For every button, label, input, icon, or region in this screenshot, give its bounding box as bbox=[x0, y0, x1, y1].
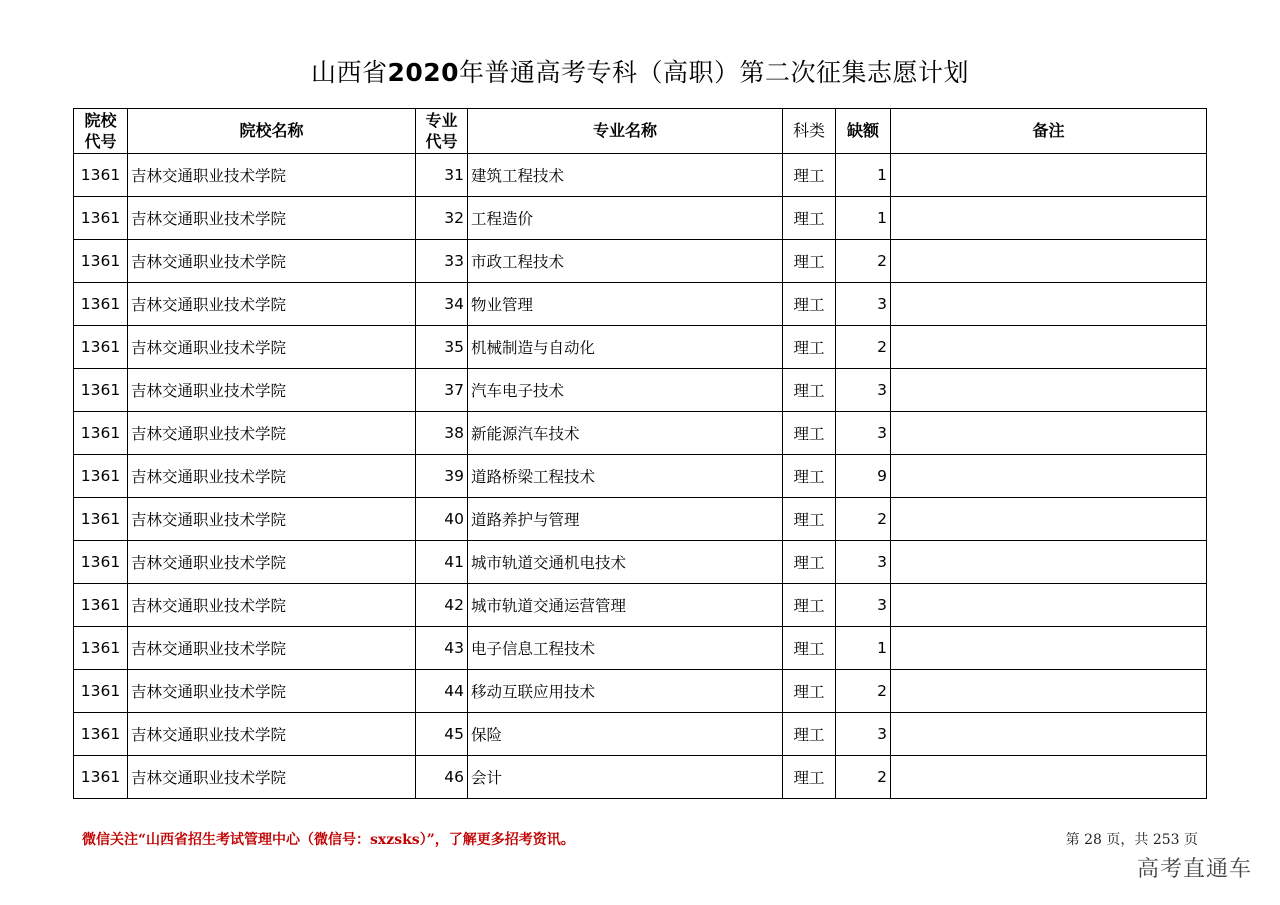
table-header-row bbox=[74, 109, 1207, 154]
cell-category: 理工 bbox=[783, 584, 836, 627]
cell-category: 理工 bbox=[783, 627, 836, 670]
cell-vacancies: 3 bbox=[836, 412, 891, 455]
table-body bbox=[74, 154, 1207, 799]
table-row bbox=[74, 369, 1207, 412]
cell-major-name: 新能源汽车技术 bbox=[468, 412, 783, 455]
cell-school-code: 1361 bbox=[74, 326, 128, 369]
cell-major-code: 32 bbox=[416, 197, 468, 240]
cell-major-code: 44 bbox=[416, 670, 468, 713]
cell-school-code: 1361 bbox=[74, 240, 128, 283]
cell-category: 理工 bbox=[783, 283, 836, 326]
cell-school-name: 吉林交通职业技术学院 bbox=[128, 369, 416, 412]
cell-major-code: 43 bbox=[416, 627, 468, 670]
cell-school-name: 吉林交通职业技术学院 bbox=[128, 412, 416, 455]
cell-major-code: 45 bbox=[416, 713, 468, 756]
cell-major-code: 35 bbox=[416, 326, 468, 369]
cell-vacancies: 3 bbox=[836, 369, 891, 412]
table-row bbox=[74, 584, 1207, 627]
cell-major-code: 33 bbox=[416, 240, 468, 283]
cell-school-code: 1361 bbox=[74, 541, 128, 584]
cell-vacancies: 2 bbox=[836, 670, 891, 713]
cell-major-code: 31 bbox=[416, 154, 468, 197]
table-row bbox=[74, 326, 1207, 369]
cell-category: 理工 bbox=[783, 154, 836, 197]
header-category: 科类 bbox=[783, 109, 836, 154]
cell-remarks bbox=[891, 670, 1207, 713]
cell-school-name: 吉林交通职业技术学院 bbox=[128, 240, 416, 283]
cell-school-name: 吉林交通职业技术学院 bbox=[128, 154, 416, 197]
cell-vacancies: 3 bbox=[836, 584, 891, 627]
table-row bbox=[74, 756, 1207, 799]
cell-major-code: 39 bbox=[416, 455, 468, 498]
cell-school-code: 1361 bbox=[74, 197, 128, 240]
cell-school-name: 吉林交通职业技术学院 bbox=[128, 756, 416, 799]
page-number: 第 28 页，共 253 页 bbox=[1065, 832, 1198, 848]
cell-school-code: 1361 bbox=[74, 670, 128, 713]
table-row bbox=[74, 197, 1207, 240]
cell-school-name: 吉林交通职业技术学院 bbox=[128, 541, 416, 584]
table-row bbox=[74, 670, 1207, 713]
cell-school-code: 1361 bbox=[74, 627, 128, 670]
cell-school-name: 吉林交通职业技术学院 bbox=[128, 584, 416, 627]
cell-remarks bbox=[891, 584, 1207, 627]
cell-major-name: 物业管理 bbox=[468, 283, 783, 326]
cell-category: 理工 bbox=[783, 756, 836, 799]
table-row bbox=[74, 455, 1207, 498]
cell-major-name: 汽车电子技术 bbox=[468, 369, 783, 412]
cell-major-name: 移动互联应用技术 bbox=[468, 670, 783, 713]
cell-major-code: 34 bbox=[416, 283, 468, 326]
cell-school-name: 吉林交通职业技术学院 bbox=[128, 455, 416, 498]
cell-vacancies: 3 bbox=[836, 541, 891, 584]
table-row bbox=[74, 283, 1207, 326]
cell-major-code: 40 bbox=[416, 498, 468, 541]
cell-vacancies: 1 bbox=[836, 154, 891, 197]
table-row bbox=[74, 240, 1207, 283]
cell-major-code: 38 bbox=[416, 412, 468, 455]
cell-major-name: 道路桥梁工程技术 bbox=[468, 455, 783, 498]
cell-remarks bbox=[891, 412, 1207, 455]
cell-school-code: 1361 bbox=[74, 455, 128, 498]
header-school-name: 院校名称 bbox=[128, 109, 416, 154]
cell-major-code: 46 bbox=[416, 756, 468, 799]
title-prefix: 山西省 bbox=[310, 58, 388, 87]
cell-remarks bbox=[891, 541, 1207, 584]
cell-category: 理工 bbox=[783, 197, 836, 240]
header-school-code: 院校代号 bbox=[74, 109, 128, 154]
cell-remarks bbox=[891, 756, 1207, 799]
cell-major-name: 道路养护与管理 bbox=[468, 498, 783, 541]
cell-remarks bbox=[891, 627, 1207, 670]
cell-school-name: 吉林交通职业技术学院 bbox=[128, 197, 416, 240]
header-vacancies: 缺额 bbox=[836, 109, 891, 154]
cell-remarks bbox=[891, 498, 1207, 541]
cell-major-name: 会计 bbox=[468, 756, 783, 799]
cell-school-code: 1361 bbox=[74, 412, 128, 455]
cell-major-name: 工程造价 bbox=[468, 197, 783, 240]
cell-category: 理工 bbox=[783, 369, 836, 412]
cell-category: 理工 bbox=[783, 240, 836, 283]
cell-remarks bbox=[891, 326, 1207, 369]
title-year: 2020 bbox=[387, 58, 460, 87]
cell-remarks bbox=[891, 154, 1207, 197]
wechat-notice: 微信关注“山西省招生考试管理中心（微信号：sxzsks）”，了解更多招考资讯。 bbox=[82, 832, 575, 848]
cell-school-code: 1361 bbox=[74, 283, 128, 326]
cell-major-name: 市政工程技术 bbox=[468, 240, 783, 283]
cell-school-name: 吉林交通职业技术学院 bbox=[128, 627, 416, 670]
cell-major-code: 42 bbox=[416, 584, 468, 627]
cell-major-name: 城市轨道交通机电技术 bbox=[468, 541, 783, 584]
table-row bbox=[74, 154, 1207, 197]
cell-school-name: 吉林交通职业技术学院 bbox=[128, 670, 416, 713]
cell-school-code: 1361 bbox=[74, 154, 128, 197]
cell-school-name: 吉林交通职业技术学院 bbox=[128, 498, 416, 541]
cell-remarks bbox=[891, 197, 1207, 240]
cell-school-code: 1361 bbox=[74, 584, 128, 627]
header-remarks: 备注 bbox=[891, 109, 1207, 154]
cell-major-name: 机械制造与自动化 bbox=[468, 326, 783, 369]
cell-major-name: 建筑工程技术 bbox=[468, 154, 783, 197]
cell-remarks bbox=[891, 713, 1207, 756]
cell-school-name: 吉林交通职业技术学院 bbox=[128, 283, 416, 326]
table-row bbox=[74, 713, 1207, 756]
cell-remarks bbox=[891, 369, 1207, 412]
enrollment-plan-table bbox=[73, 108, 1207, 799]
cell-remarks bbox=[891, 240, 1207, 283]
cell-category: 理工 bbox=[783, 326, 836, 369]
cell-vacancies: 3 bbox=[836, 713, 891, 756]
cell-vacancies: 1 bbox=[836, 627, 891, 670]
cell-school-code: 1361 bbox=[74, 369, 128, 412]
cell-school-code: 1361 bbox=[74, 498, 128, 541]
cell-vacancies: 3 bbox=[836, 283, 891, 326]
cell-vacancies: 1 bbox=[836, 197, 891, 240]
cell-remarks bbox=[891, 455, 1207, 498]
title-suffix: 年普通高考专科（高职）第二次征集志愿计划 bbox=[459, 58, 970, 87]
table-row bbox=[74, 541, 1207, 584]
cell-major-name: 保险 bbox=[468, 713, 783, 756]
cell-school-code: 1361 bbox=[74, 756, 128, 799]
page-title bbox=[0, 55, 1280, 91]
cell-school-code: 1361 bbox=[74, 713, 128, 756]
cell-remarks bbox=[891, 283, 1207, 326]
cell-school-name: 吉林交通职业技术学院 bbox=[128, 713, 416, 756]
cell-major-code: 41 bbox=[416, 541, 468, 584]
table-row bbox=[74, 627, 1207, 670]
cell-category: 理工 bbox=[783, 670, 836, 713]
cell-category: 理工 bbox=[783, 713, 836, 756]
table-row bbox=[74, 412, 1207, 455]
table-row bbox=[74, 498, 1207, 541]
cell-major-code: 37 bbox=[416, 369, 468, 412]
cell-vacancies: 9 bbox=[836, 455, 891, 498]
cell-vacancies: 2 bbox=[836, 756, 891, 799]
cell-vacancies: 2 bbox=[836, 240, 891, 283]
watermark-text: 高考直通车 bbox=[1136, 857, 1252, 882]
header-major-code: 专业代号 bbox=[416, 109, 468, 154]
cell-major-name: 电子信息工程技术 bbox=[468, 627, 783, 670]
cell-vacancies: 2 bbox=[836, 326, 891, 369]
cell-category: 理工 bbox=[783, 498, 836, 541]
cell-category: 理工 bbox=[783, 412, 836, 455]
cell-major-name: 城市轨道交通运营管理 bbox=[468, 584, 783, 627]
cell-vacancies: 2 bbox=[836, 498, 891, 541]
cell-category: 理工 bbox=[783, 455, 836, 498]
cell-school-name: 吉林交通职业技术学院 bbox=[128, 326, 416, 369]
cell-category: 理工 bbox=[783, 541, 836, 584]
header-major-name: 专业名称 bbox=[468, 109, 783, 154]
